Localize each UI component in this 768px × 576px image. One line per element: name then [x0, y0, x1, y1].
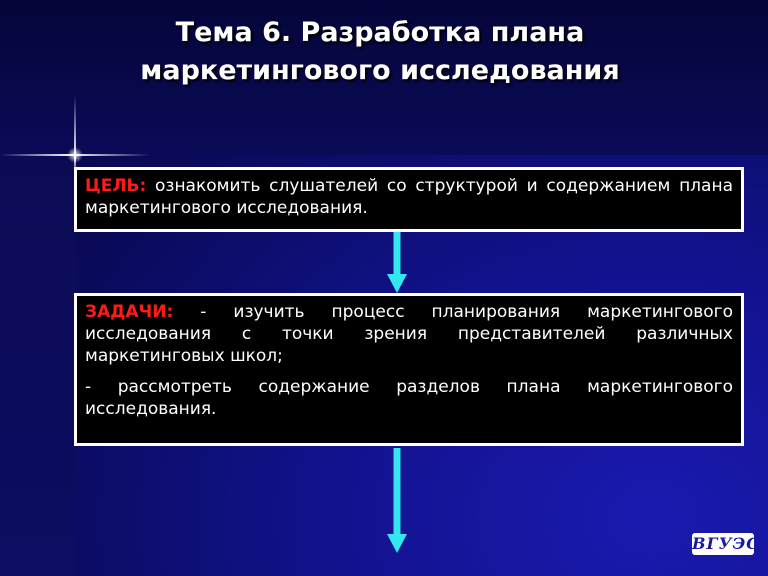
university-logo: ВГУЭС: [692, 534, 761, 553]
goal-box: [74, 167, 744, 232]
left-band: [0, 155, 76, 576]
title-line-2: маркетингового исследования: [140, 55, 620, 86]
tasks-label: ЗАДАЧИ:: [85, 302, 174, 322]
page-title: [100, 14, 660, 90]
arrow-down-icon: [386, 232, 408, 294]
tasks-item-1: [85, 301, 733, 367]
tasks-box: [74, 293, 744, 446]
tasks-item-1-text: - изучить процесс планирования маркетингового исследования с точки зрения представителей различных маркетинговых школ;: [85, 302, 734, 366]
arrow-down-icon: [386, 448, 408, 554]
goal-label: ЦЕЛЬ:: [85, 176, 147, 196]
title-line-1: Тема 6. Разработка плана: [175, 17, 585, 48]
goal-text: ознакомить слушателей со структурой и содержанием плана маркетингового исследования.: [85, 176, 733, 218]
tasks-item-2: - рассмотреть содержание разделов плана маркетингового исследования.: [85, 377, 733, 419]
